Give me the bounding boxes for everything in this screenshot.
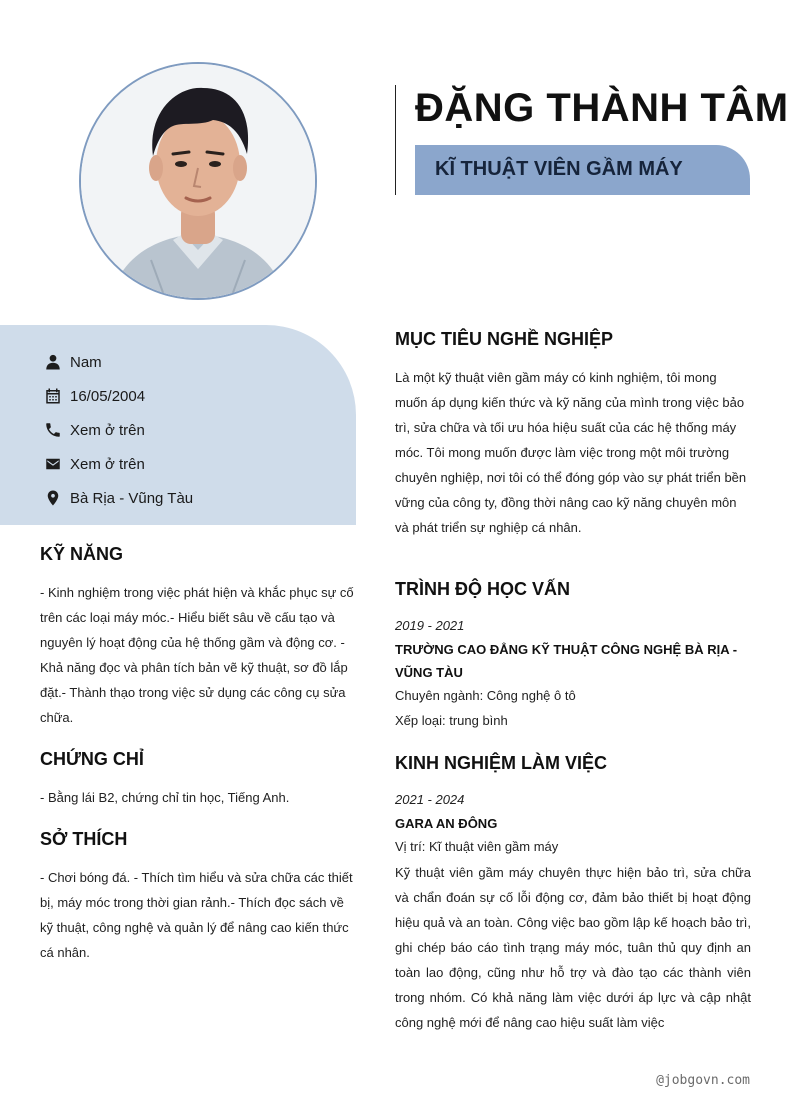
hobbies-heading: SỞ THÍCH	[40, 829, 128, 849]
location-pin-icon	[44, 489, 62, 507]
person-icon	[44, 353, 62, 371]
contact-gender	[44, 345, 193, 379]
experience-description: Kỹ thuật viên gầm máy chuyên thực hiện bảo trì, sửa chữa và chẩn đoán sự cố lỗi động cơ, đảm bảo thiết bị hoạt động hiệu quả và an toàn. Công việc bao gồm lập kế hoạch bảo trì, ghi chép báo cáo tình trạng máy móc, tuân thủ quy định an toàn lao động, cũng như hỗ trợ và đào tạo các thành viên trong nhóm. Có khả năng làm việc dưới áp lực và cập nhật công nghệ mới để nâng cao hiệu suất làm việc	[395, 865, 751, 1030]
contact-phone	[44, 413, 193, 447]
experience-heading: KINH NGHIỆM LÀM VIỆC	[395, 753, 608, 773]
objective-heading: MỤC TIÊU NGHỀ NGHIỆP	[395, 329, 614, 349]
certificates-heading: CHỨNG CHỈ	[40, 749, 144, 769]
experience-period: 2021 - 2024	[395, 792, 465, 807]
job-title: KĨ THUẬT VIÊN GẦM MÁY	[435, 158, 683, 180]
profile-photo	[79, 62, 317, 300]
education-period: 2019 - 2021	[395, 618, 465, 633]
name-divider	[395, 85, 396, 195]
phone-value: Xem ở trên	[70, 421, 145, 439]
job-title-badge	[415, 145, 750, 195]
candidate-name: ĐẶNG THÀNH TÂM	[415, 86, 789, 130]
certificates-text: - Bằng lái B2, chứng chỉ tin học, Tiếng Anh.	[40, 790, 290, 805]
contact-panel	[0, 325, 356, 525]
email-value: Xem ở trên	[70, 455, 145, 473]
skills-text: - Kinh nghiệm trong việc phát hiện và khắc phục sự cố trên các loại máy móc.- Hiểu biết sâu về cấu tạo và nguyên lý hoạt động của hệ thống gầm và động cơ. - Khả năng đọc và phân tích bản vẽ kỹ thuật, sơ đồ lắp đặt.- Thành thạo trong việc sử dụng các công cụ sửa chữa.	[40, 585, 354, 725]
contact-list	[44, 345, 193, 515]
education-grade: Xếp loại: trung bình	[395, 713, 508, 728]
contact-email	[44, 447, 193, 481]
contact-address	[44, 481, 193, 515]
mail-icon	[44, 455, 62, 473]
skills-heading: KỸ NĂNG	[40, 544, 124, 564]
gender-value: Nam	[70, 353, 102, 371]
address-value: Bà Rịa - Vũng Tàu	[70, 489, 194, 507]
calendar-icon	[44, 387, 62, 405]
watermark[interactable]: @jobgovn.com	[656, 1073, 750, 1088]
hobbies-text: - Chơi bóng đá. - Thích tìm hiểu và sửa chữa các thiết bị, máy móc trong thời gian rảnh.- Thích đọc sách về kỹ thuật, công nghệ và quản lý để nâng cao kiến thức cá nhân.	[40, 870, 353, 960]
experience-company: GARA AN ĐÔNG	[395, 816, 498, 831]
objective-text: Là một kỹ thuật viên gầm máy có kinh nghiệm, tôi mong muốn áp dụng kiến thức và kỹ năng của mình trong việc bảo trì, sửa chữa và tối ưu hóa hiệu suất của các hệ thống máy móc. Tôi mong muốn được làm việc trong một môi trường chuyên nghiệp, nơi tôi có thể đóng góp vào sự phát triển bền vững của công ty, đồng thời nâng cao kỹ năng chuyên môn và phát triển sự nghiệp cá nhân.	[395, 370, 747, 535]
education-major: Chuyên ngành: Công nghệ ô tô	[395, 688, 576, 703]
experience-position: Vị trí: Kĩ thuật viên gầm máy	[395, 839, 559, 854]
phone-icon	[44, 421, 62, 439]
education-school: TRƯỜNG CAO ĐẲNG KỸ THUẬT CÔNG NGHỆ BÀ RỊA - VŨNG TÀU	[395, 642, 738, 680]
birthday-value: 16/05/2004	[70, 387, 146, 405]
portrait-illustration	[81, 64, 315, 298]
education-heading: TRÌNH ĐỘ HỌC VẤN	[395, 579, 570, 599]
contact-birthday	[44, 379, 193, 413]
